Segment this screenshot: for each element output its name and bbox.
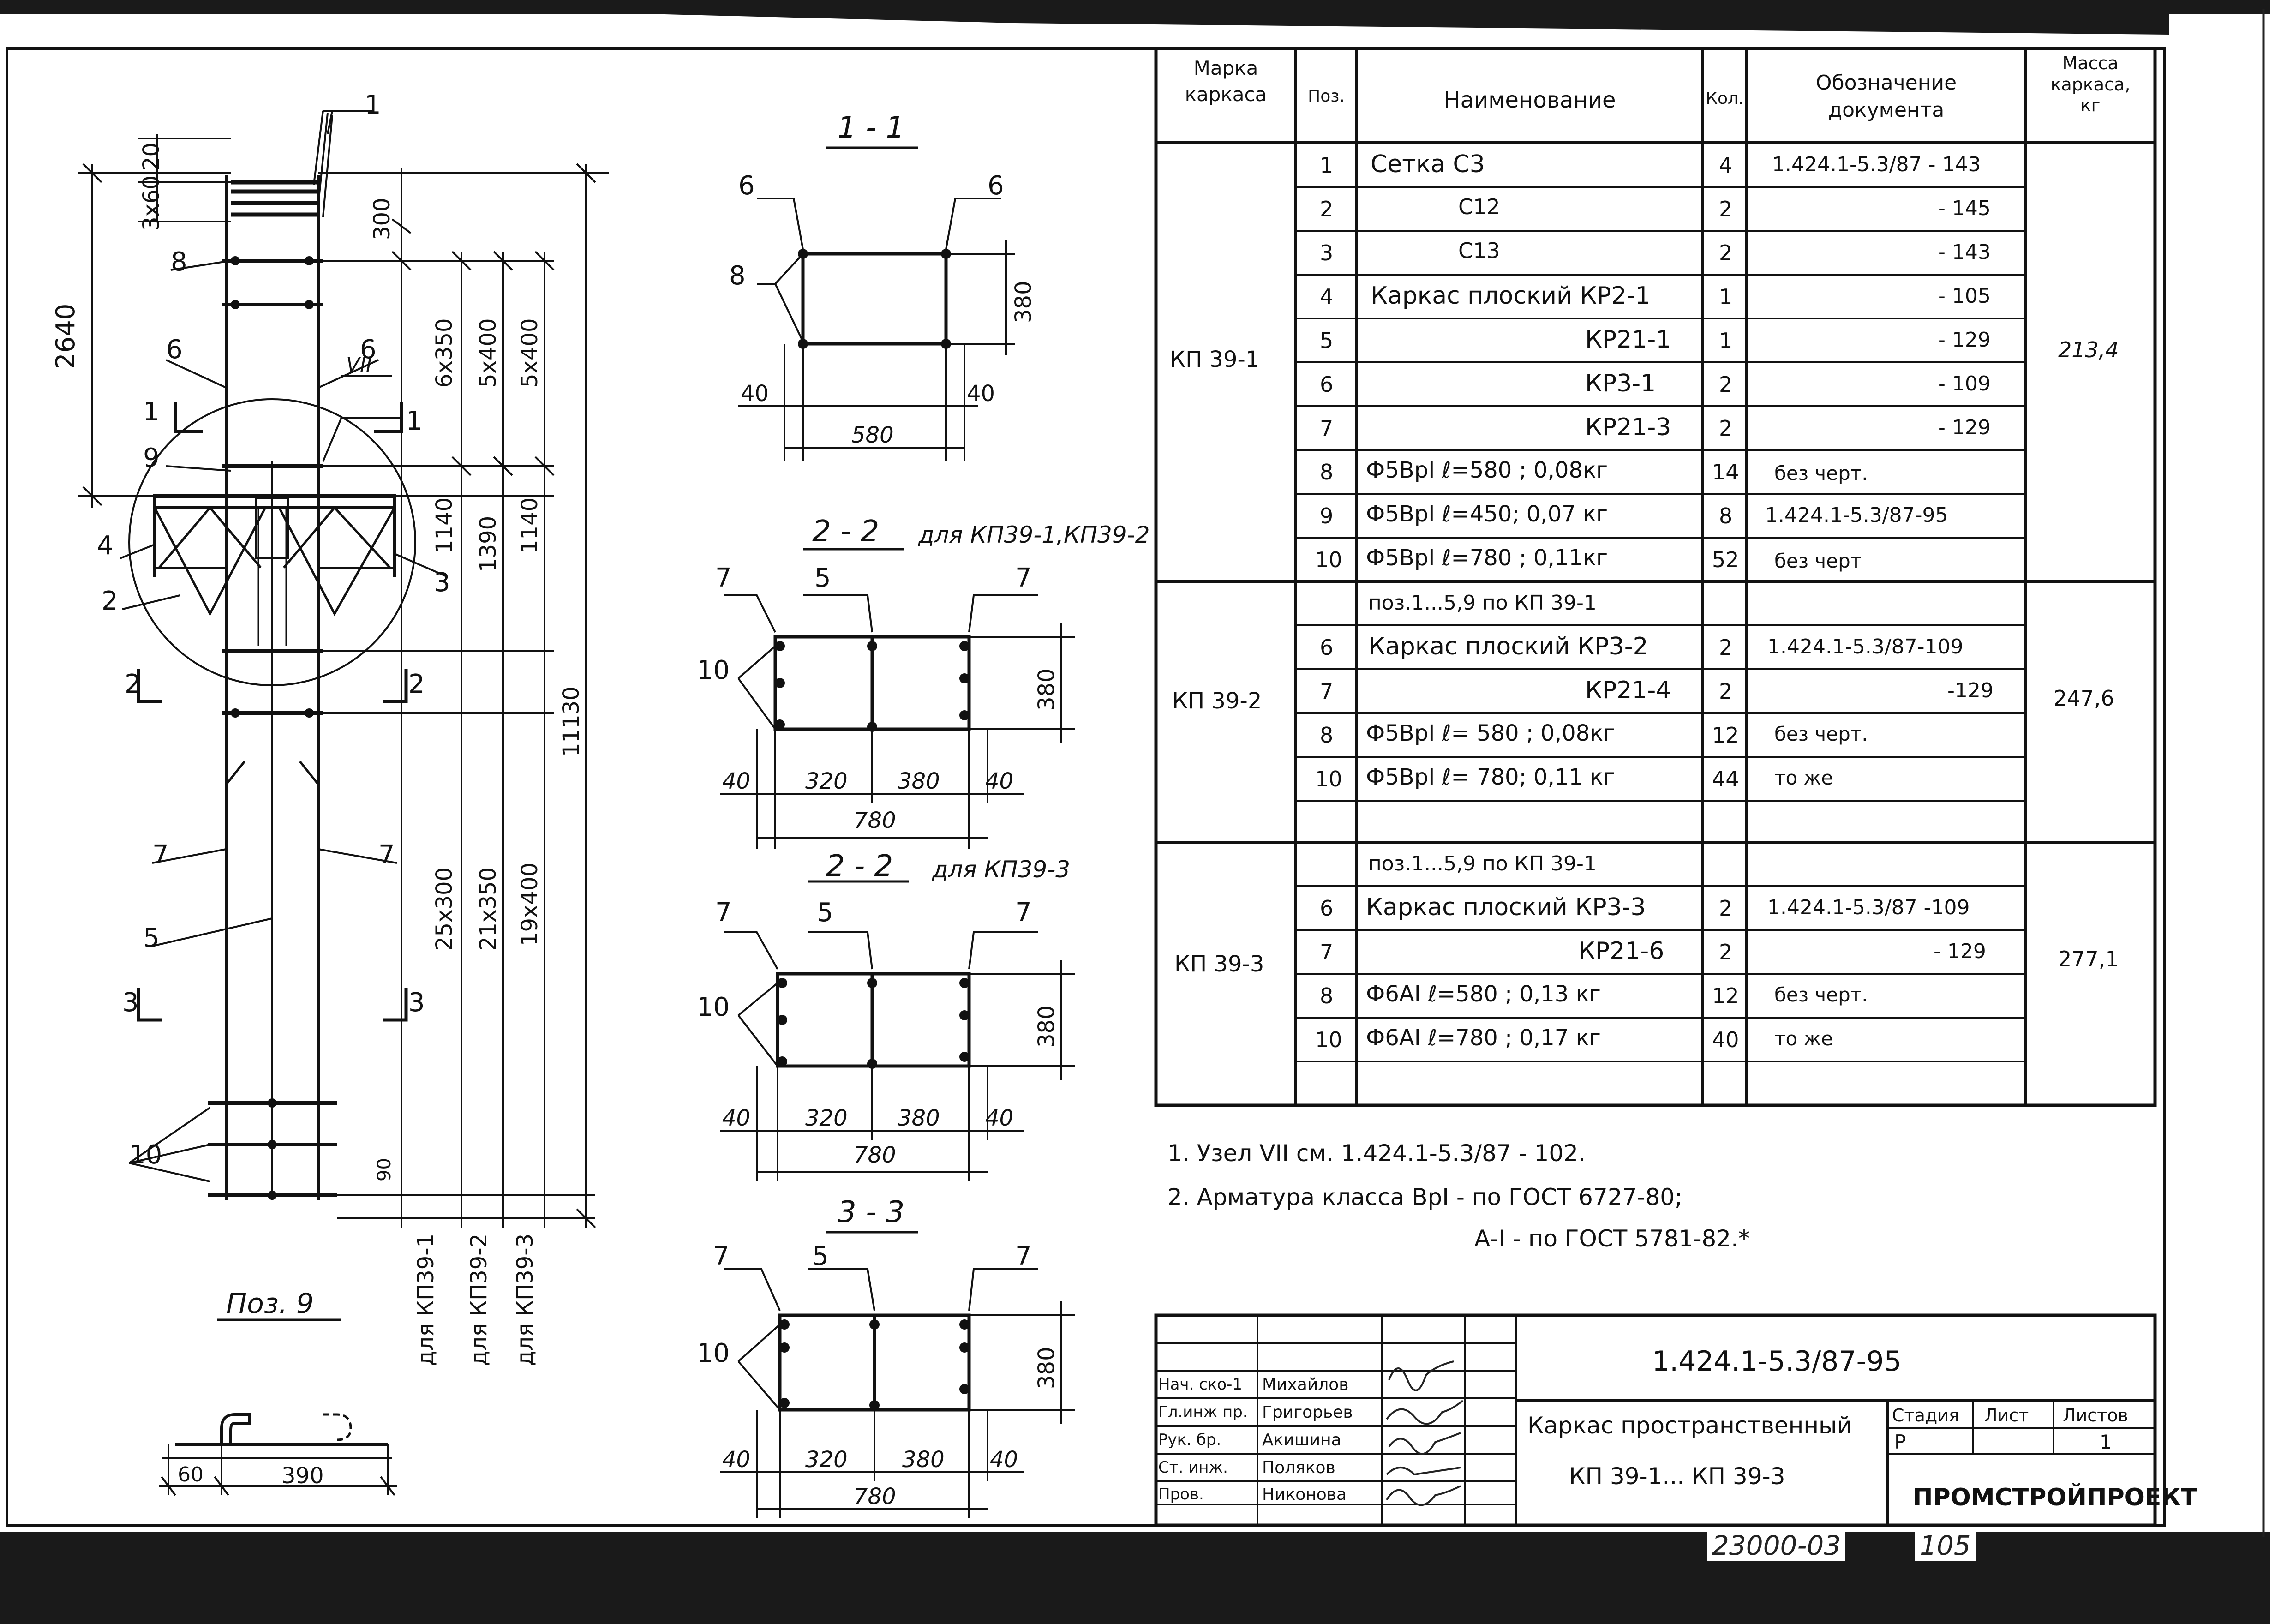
s33-dim-780: 780 (854, 1484, 896, 1510)
stage-value: Р (1894, 1431, 1906, 1453)
row-doc: - 109 (1938, 372, 1991, 396)
group1-mass: 213,4 (2058, 337, 2119, 362)
pos-label-7-left: 7 (152, 840, 169, 870)
dim-3x60: 3х60 (138, 175, 164, 231)
pos-label-3: 3 (434, 568, 450, 598)
s33-dim-40-left: 40 (722, 1447, 751, 1473)
pos9-title: Поз. 9 (226, 1288, 314, 1320)
header-doc: Обозначение документа (1815, 71, 1957, 122)
s33-dim-380: 380 (902, 1447, 945, 1473)
row-doc: - 129 (1938, 328, 1991, 352)
header-mass: Масса каркаса, кг (2050, 53, 2131, 116)
dim-300: 300 (369, 198, 395, 240)
pos9-dim-390: 390 (281, 1463, 324, 1489)
cut-2-right: 2 (408, 669, 425, 699)
group2-mark: КП 39-2 (1172, 688, 1262, 714)
sheet-frame (7, 48, 2164, 1525)
s22a-dim-780: 780 (854, 808, 896, 833)
row-qty: 40 (1712, 1027, 1739, 1052)
row-pos: 10 (1315, 1027, 1342, 1052)
pos-label-10: 10 (129, 1140, 162, 1170)
dim-20: 20 (138, 142, 164, 171)
row-name: Ф5ВрI ℓ=450; 0,07 кг (1366, 501, 1608, 527)
row-name: Ф5ВрI ℓ= 780; 0,11 кг (1366, 764, 1615, 790)
page-number: 105 (1915, 1530, 1976, 1561)
row-name: Сетка С3 (1371, 150, 1485, 178)
s22a-dim-320: 320 (805, 768, 848, 794)
dim-1140-a: 1140 (431, 497, 457, 554)
s22a-dim-380-vert: 380 (1034, 668, 1060, 711)
group3-mass: 277,1 (2058, 947, 2119, 971)
s11-pos-6-left: 6 (738, 171, 755, 201)
row-pos: 5 (1320, 328, 1334, 353)
row-pos: 6 (1320, 896, 1334, 921)
note-2-cont: А-I - по ГОСТ 5781-82.* (1474, 1225, 1750, 1252)
section-2-2-a-title: 2 - 2 (812, 515, 880, 549)
role-1: Нач. ско-1 (1158, 1375, 1243, 1394)
s22b-dim-380: 380 (898, 1105, 940, 1131)
row-pos: 1 (1320, 153, 1334, 178)
row-name: КР21-3 (1585, 413, 1671, 441)
row-pos: 8 (1320, 723, 1334, 748)
row-doc: то же (1774, 1027, 1833, 1050)
sheets-header: Листов (2063, 1405, 2128, 1426)
row-name: КР21-1 (1585, 326, 1671, 354)
row-qty: 2 (1719, 896, 1733, 921)
row-doc: без черт (1774, 550, 1862, 572)
header-name: Наименование (1443, 87, 1616, 113)
s22a-pos-5: 5 (814, 563, 831, 593)
row-qty: 2 (1719, 679, 1733, 704)
s11-pos-6-right: 6 (988, 171, 1004, 201)
row-pos: 6 (1320, 372, 1334, 397)
row-doc: - 129 (1934, 940, 1986, 963)
title-line-2: КП 39-1... КП 39-3 (1569, 1463, 1785, 1490)
s33-pos-7-right: 7 (1015, 1241, 1032, 1271)
row-qty: 2 (1719, 940, 1733, 965)
pos-label-6-left: 6 (166, 335, 183, 365)
row-qty: 2 (1719, 372, 1733, 397)
row-qty: 2 (1719, 240, 1733, 265)
row-qty: 2 (1719, 635, 1733, 660)
note-2: 2. Арматура класса ВрI - по ГОСТ 6727-80; (1167, 1184, 1682, 1211)
section-2-2-b-note: для КП39-3 (932, 856, 1071, 883)
cut-3-right: 3 (408, 988, 425, 1018)
row-name: КР3-1 (1585, 370, 1656, 397)
cut-1-left: 1 (143, 397, 160, 427)
row-doc: то же (1774, 767, 1833, 789)
row-qty: 2 (1719, 416, 1733, 441)
s22a-pos-7-right: 7 (1015, 563, 1032, 593)
pos-label-1-top: 1 (365, 90, 381, 120)
s33-pos-5: 5 (812, 1241, 829, 1271)
row-doc: - 143 (1938, 240, 1991, 264)
row-doc: 1.424.1-5.3/87-95 (1765, 503, 1948, 527)
row-pos: 10 (1315, 767, 1342, 791)
row-name: КР21-6 (1578, 937, 1664, 965)
s22b-dim-40-left: 40 (722, 1105, 751, 1131)
pos-label-5: 5 (143, 923, 160, 953)
dim-5x400-b: 5х400 (517, 318, 543, 388)
row-pos: 7 (1320, 679, 1334, 704)
row-name: КР21-4 (1585, 677, 1671, 704)
pos-label-7-right: 7 (378, 840, 395, 870)
for-kp39-3-label: для КП39-3 (512, 1233, 538, 1366)
row-pos: 3 (1320, 240, 1334, 265)
header-mark: Марка каркаса (1185, 57, 1267, 106)
group3-ref: поз.1...5,9 по КП 39-1 (1368, 852, 1597, 875)
dim-1390: 1390 (475, 515, 501, 572)
group1-mark: КП 39-1 (1170, 347, 1260, 372)
role-4: Ст. инж. (1158, 1458, 1228, 1477)
s22b-pos-7-left: 7 (715, 898, 732, 928)
group3-mark: КП 39-3 (1174, 951, 1264, 977)
note-1: 1. Узел VII см. 1.424.1-5.3/87 - 102. (1167, 1140, 1586, 1167)
s22b-pos-7-right: 7 (1015, 898, 1032, 928)
s11-pos-8: 8 (729, 261, 746, 291)
role-2: Гл.инж пр. (1158, 1403, 1248, 1421)
dim-2640: 2640 (51, 303, 81, 369)
row-qty: 12 (1712, 983, 1739, 1008)
row-pos: 7 (1320, 416, 1334, 441)
row-doc: - 129 (1938, 416, 1991, 439)
row-pos: 10 (1315, 547, 1342, 572)
s33-dim-40-right: 40 (990, 1447, 1018, 1473)
row-qty: 52 (1712, 547, 1739, 572)
pos-label-8: 8 (171, 247, 187, 277)
stage-header: Стадия (1892, 1405, 1959, 1426)
s22a-pos-7-left: 7 (715, 563, 732, 593)
doc-number: 1.424.1-5.3/87-95 (1652, 1345, 1902, 1378)
section-3-3-title: 3 - 3 (838, 1195, 905, 1229)
pos-label-9: 9 (143, 443, 160, 473)
dim-90: 90 (374, 1158, 395, 1181)
title-line-1: Каркас пространственный (1527, 1412, 1852, 1439)
group2-mass: 247,6 (2054, 686, 2114, 711)
dim-11130: 11130 (558, 686, 584, 757)
row-pos: 9 (1320, 503, 1334, 528)
signatures (1387, 1361, 1463, 1505)
s11-dim-380: 380 (1011, 281, 1036, 323)
row-pos: 8 (1320, 983, 1334, 1008)
s22b-pos-5: 5 (817, 898, 833, 928)
row-pos: 4 (1320, 284, 1334, 309)
s22a-pos-10: 10 (697, 655, 730, 685)
sheet-header: Лист (1984, 1405, 2029, 1426)
section-2-2-a (720, 549, 1075, 849)
s22b-dim-380-vert: 380 (1034, 1005, 1060, 1048)
s11-dim-40-right: 40 (967, 381, 995, 407)
row-name: Ф6АI ℓ=580 ; 0,13 кг (1366, 981, 1601, 1007)
section-1-1 (738, 148, 1015, 461)
section-2-2-a-note: для КП39-1,КП39-2 (918, 521, 1150, 548)
header-pos: Поз. (1308, 87, 1345, 106)
cut-1-right: 1 (406, 406, 423, 436)
row-doc: 1.424.1-5.3/87 - 143 (1772, 153, 1981, 176)
row-pos: 7 (1320, 940, 1334, 965)
scan-right-edge (2270, 0, 2293, 1624)
scan-top-wedge (0, 14, 2169, 35)
row-pos: 6 (1320, 635, 1334, 660)
s22a-dim-380: 380 (898, 768, 940, 794)
pos9-dim-60: 60 (178, 1463, 204, 1486)
pos-label-2: 2 (102, 586, 118, 616)
cut-2-left: 2 (125, 669, 141, 699)
row-name: Ф5ВрI ℓ= 580 ; 0,08кг (1366, 720, 1615, 746)
group2-ref: поз.1...5,9 по КП 39-1 (1368, 591, 1597, 615)
s22b-dim-40-right: 40 (985, 1105, 1014, 1131)
role-5: Пров. (1158, 1485, 1204, 1504)
cut-3-left: 3 (122, 988, 139, 1018)
row-pos: 2 (1320, 197, 1334, 222)
org-name: ПРОМСТРОЙПРОЕКТ (1913, 1484, 2197, 1511)
row-pos: 8 (1320, 460, 1334, 485)
row-qty: 1 (1719, 284, 1733, 309)
name-2: Григорьев (1262, 1403, 1353, 1422)
dim-25x300: 25х300 (431, 867, 457, 951)
for-kp39-1-label: для КП39-1 (413, 1233, 439, 1366)
s22b-pos-10: 10 (697, 992, 730, 1022)
name-1: Михайлов (1262, 1375, 1349, 1394)
row-name: Ф5ВрI ℓ=580 ; 0,08кг (1366, 457, 1608, 483)
row-doc: - 145 (1938, 197, 1991, 220)
album-number: 23000-03 (1707, 1530, 1845, 1561)
section-3-3 (720, 1232, 1075, 1518)
row-qty: 14 (1712, 460, 1739, 485)
row-doc: без черт. (1774, 983, 1868, 1006)
section-1-1-title: 1 - 1 (838, 111, 905, 145)
role-3: Рук. бр. (1158, 1431, 1221, 1449)
dim-1140-b: 1140 (517, 497, 543, 554)
pos-label-4: 4 (97, 531, 114, 561)
row-qty: 44 (1712, 767, 1739, 791)
s22a-dim-40-right: 40 (985, 768, 1014, 794)
section-2-2-b-title: 2 - 2 (826, 849, 893, 883)
dim-19x400: 19х400 (517, 862, 543, 946)
dim-5x400-a: 5х400 (475, 318, 501, 388)
s33-pos-7-left: 7 (713, 1241, 730, 1271)
s22a-dim-40-left: 40 (722, 768, 751, 794)
sheets-value: 1 (2100, 1431, 2112, 1453)
elevation-view (78, 111, 609, 1228)
s33-pos-10: 10 (697, 1338, 730, 1368)
row-qty: 2 (1719, 197, 1733, 222)
row-doc: без черт. (1774, 723, 1868, 745)
name-3: Акишина (1262, 1431, 1341, 1450)
row-qty: 8 (1719, 503, 1733, 528)
row-name: С13 (1458, 238, 1500, 263)
header-qty: Кол. (1706, 89, 1744, 108)
dim-6x350: 6х350 (431, 318, 457, 388)
row-name: Каркас плоский КР2-1 (1371, 282, 1651, 310)
row-doc: без черт. (1774, 462, 1868, 485)
row-doc: - 105 (1938, 284, 1991, 308)
node-label-vii: VII (346, 353, 372, 377)
s33-dim-380-vert: 380 (1034, 1347, 1060, 1389)
s33-dim-320: 320 (805, 1447, 848, 1473)
s22b-dim-780: 780 (854, 1142, 896, 1168)
dim-21x350: 21х350 (475, 867, 501, 951)
row-name: С12 (1458, 194, 1500, 219)
scan-top-band (0, 0, 2293, 14)
s11-dim-40-left: 40 (741, 381, 769, 407)
row-doc: 1.424.1-5.3/87-109 (1767, 635, 1964, 659)
name-5: Никонова (1262, 1485, 1347, 1504)
name-4: Поляков (1262, 1458, 1335, 1477)
s22b-dim-320: 320 (805, 1105, 848, 1131)
row-doc: 1.424.1-5.3/87 -109 (1767, 896, 1970, 919)
row-qty: 1 (1719, 328, 1733, 353)
row-name: Каркас плоский КР3-3 (1366, 893, 1646, 921)
row-name: Ф5ВрI ℓ=780 ; 0,11кг (1366, 545, 1608, 571)
row-qty: 12 (1712, 723, 1739, 748)
s11-dim-580: 580 (851, 422, 894, 448)
row-name: Каркас плоский КР3-2 (1368, 633, 1648, 660)
row-qty: 4 (1719, 153, 1733, 178)
pos-label-6-right: 6 (360, 335, 377, 365)
for-kp39-2-label: для КП39-2 (466, 1233, 492, 1366)
row-doc: -129 (1947, 679, 1994, 702)
row-name: Ф6АI ℓ=780 ; 0,17 кг (1366, 1025, 1601, 1051)
